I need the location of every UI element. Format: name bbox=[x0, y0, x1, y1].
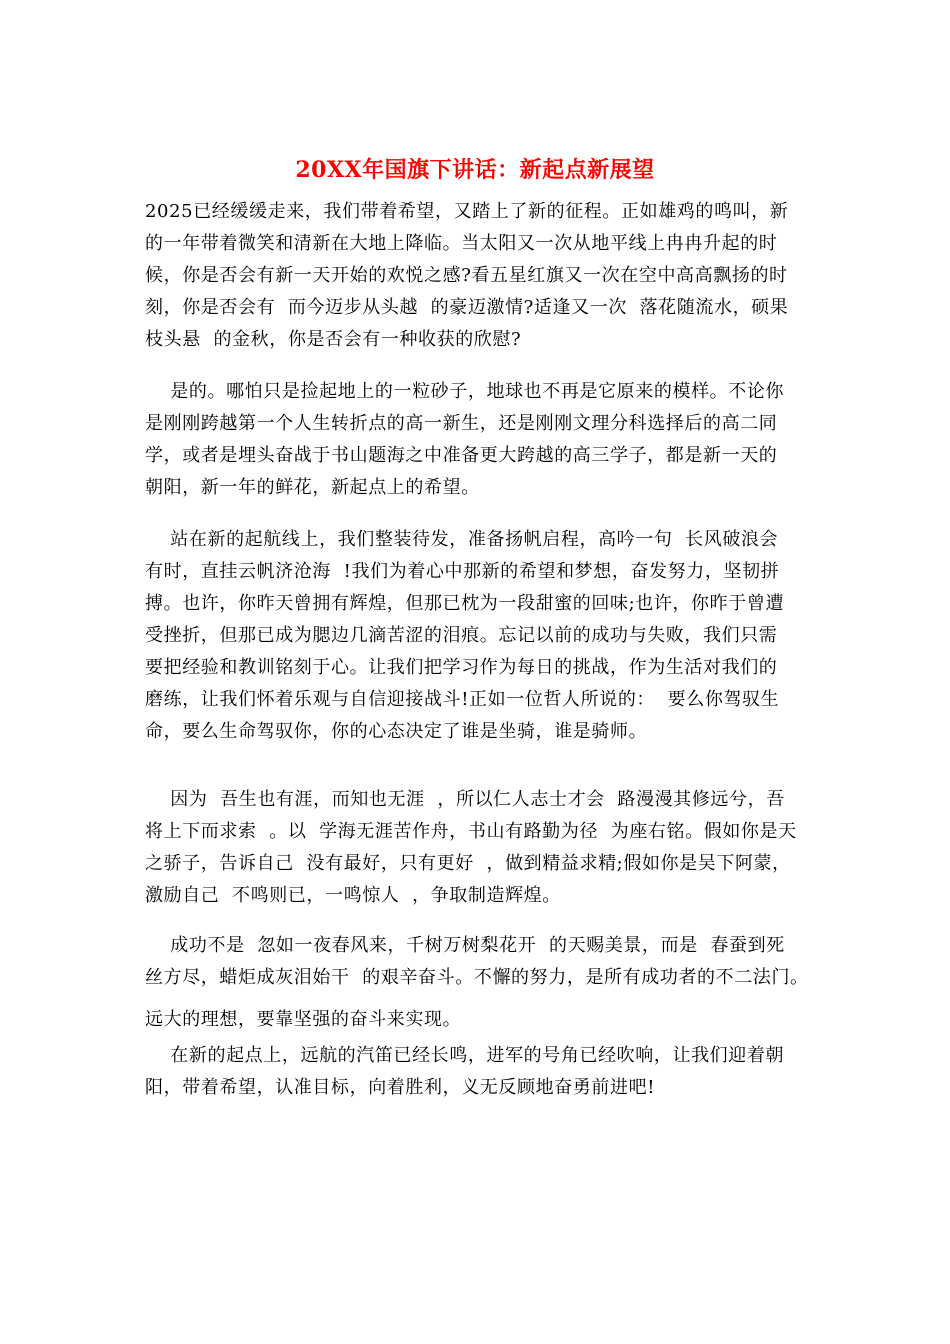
text-line: 要把经验和教训铭刻于心。让我们把学习作为每日的挑战，作为生活对我们的 bbox=[145, 657, 778, 678]
text-line: 因为 吾生也有涯，而知也无涯 ，所以仁人志士才会 路漫漫其修远兮，吾 bbox=[145, 789, 785, 810]
text-line: 命，要么生命驾驭你，你的心态决定了谁是坐骑，谁是骑师。 bbox=[145, 721, 648, 742]
text-line: 候，你是否会有新一天开始的欢悦之感?看五星红旗又一次在空中高高飘扬的时 bbox=[145, 265, 788, 286]
text-line: 磨练，让我们怀着乐观与自信迎接战斗!正如一位哲人所说的： 要么你驾驭生 bbox=[145, 689, 780, 710]
text-line: 有时，直挂云帆济沧海 !我们为着心中那新的希望和梦想，奋发努力，坚韧拼 bbox=[145, 561, 780, 582]
text-line: 远大的理想，要靠坚强的奋斗来实现。 bbox=[145, 1009, 462, 1030]
text-line: 之骄子，告诉自己 没有最好，只有更好 ，做到精益求精;假如你是吴下阿蒙， bbox=[145, 853, 791, 874]
text-line: 站在新的起航线上，我们整装待发，准备扬帆启程，高吟一句 长风破浪会 bbox=[145, 529, 779, 550]
text-line: 是刚刚跨越第一个人生转折点的高一新生，还是刚刚文理分科选择后的高二同 bbox=[145, 413, 778, 434]
text-line: 在新的起点上，远航的汽笛已经长鸣，进军的号角已经吹响，让我们迎着朝 bbox=[145, 1045, 785, 1066]
text-line: 受挫折，但那已成为腮边几滴苦涩的泪痕。忘记以前的成功与失败，我们只需 bbox=[145, 625, 778, 646]
text-line: 朝阳，新一年的鲜花，新起点上的希望。 bbox=[145, 477, 480, 498]
text-line: 刻，你是否会有 而今迈步从头越 的豪迈激情?适逢又一次 落花随流水，硕果 bbox=[145, 297, 789, 318]
text-line: 阳，带着希望，认准目标，向着胜利，义无反顾地奋勇前进吧! bbox=[145, 1077, 656, 1098]
document-title: 20XX年国旗下讲话：新起点新展望 bbox=[295, 157, 655, 183]
text-line: 学，或者是埋头奋战于书山题海之中准备更大跨越的高三学子，都是新一天的 bbox=[145, 445, 778, 466]
text-line: 丝方尽，蜡炬成灰泪始干 的艰辛奋斗。不懈的努力，是所有成功者的不二法门。 bbox=[145, 967, 809, 988]
text-line: 的一年带着微笑和清新在大地上降临。当太阳又一次从地平线上冉冉升起的时 bbox=[145, 233, 778, 254]
text-line: 枝头悬 的金秋，你是否会有一种收获的欣慰? bbox=[145, 329, 522, 350]
text-line: 成功不是 忽如一夜春风来，千树万树梨花开 的天赐美景，而是 春蚕到死 bbox=[145, 935, 785, 956]
text-line: 将上下而求索 。以 学海无涯苦作舟，书山有路勤为径 为座右铭。假如你是天 bbox=[145, 821, 797, 842]
text-line: 是的。哪怕只是捡起地上的一粒砂子，地球也不再是它原来的模样。不论你 bbox=[145, 381, 785, 402]
text-line: 2025已经缓缓走来，我们带着希望，又踏上了新的征程。正如雄鸡的鸣叫，新 bbox=[145, 201, 789, 222]
text-line: 激励自己 不鸣则已，一鸣惊人 ，争取制造辉煌。 bbox=[145, 885, 561, 906]
text-line: 搏。也许，你昨天曾拥有辉煌，但那已枕为一段甜蜜的回味;也许，你昨于曾遭 bbox=[145, 593, 785, 614]
